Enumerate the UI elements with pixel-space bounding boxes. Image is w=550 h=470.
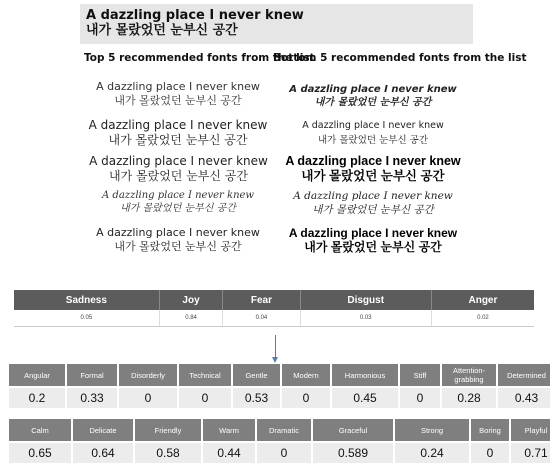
bottom-font-sample-2[interactable] bbox=[283, 118, 463, 148]
attribute-value: 0 bbox=[257, 443, 311, 463]
attribute-value: 0.2 bbox=[9, 388, 65, 408]
attribute-header-row bbox=[9, 419, 550, 441]
bottom-font-sample-1[interactable] bbox=[283, 83, 463, 109]
attribute-value: 0 bbox=[179, 388, 231, 408]
sample-korean: 내가 몰랐었던 눈부신 공간 bbox=[108, 133, 248, 147]
bottom-font-sample-3[interactable] bbox=[278, 154, 468, 184]
sample-english: A dazzling place I never knew bbox=[89, 154, 268, 168]
attribute-value: 0.33 bbox=[67, 388, 117, 408]
attribute-value: 0.65 bbox=[9, 443, 71, 463]
attribute-header: Delicate bbox=[73, 419, 133, 441]
emotion-value: 0.02 bbox=[431, 310, 534, 326]
top-font-sample-1[interactable] bbox=[88, 80, 268, 108]
query-text-box bbox=[80, 4, 473, 44]
attribute-value: 0 bbox=[282, 388, 330, 408]
attribute-value: 0.24 bbox=[395, 443, 469, 463]
attribute-value-row bbox=[9, 443, 550, 463]
attribute-header: Boring bbox=[471, 419, 509, 441]
attribute-header: Warm bbox=[203, 419, 255, 441]
connector-arrow-line bbox=[275, 335, 276, 359]
sample-english: A dazzling place I never knew bbox=[96, 80, 260, 93]
sample-english: A dazzling place I never knew bbox=[293, 190, 453, 202]
sample-korean: 내가 몰랐었던 눈부신 공간 bbox=[109, 169, 248, 183]
attribute-header: Dramatic bbox=[257, 419, 311, 441]
sample-korean: 내가 몰랐었던 눈부신 공간 bbox=[120, 203, 236, 214]
top-font-sample-2[interactable] bbox=[88, 118, 268, 148]
emotion-table bbox=[14, 290, 534, 327]
attribute-header: Technical bbox=[179, 364, 231, 386]
emotion-header: Fear bbox=[223, 290, 300, 310]
attribute-value: 0.28 bbox=[442, 388, 496, 408]
sample-korean: 내가 몰랐었던 눈부신 공간 bbox=[314, 97, 432, 108]
attribute-header: Playful bbox=[511, 419, 550, 441]
attribute-value: 0.64 bbox=[73, 443, 133, 463]
attribute-value: 0 bbox=[119, 388, 177, 408]
top-font-sample-3[interactable] bbox=[86, 154, 271, 184]
attribute-header: Angular bbox=[9, 364, 65, 386]
attribute-table-2 bbox=[7, 417, 550, 465]
top-font-sample-4[interactable] bbox=[92, 189, 264, 215]
sample-english: A dazzling place I never knew bbox=[288, 226, 458, 240]
attribute-header: Disorderly bbox=[119, 364, 177, 386]
sample-english: A dazzling place I never knew bbox=[302, 120, 444, 131]
attribute-header: Harmonious bbox=[332, 364, 398, 386]
attribute-value: 0.71 bbox=[511, 443, 550, 463]
bottom-font-sample-5[interactable] bbox=[278, 226, 468, 254]
attribute-value: 0.45 bbox=[332, 388, 398, 408]
sample-english: A dazzling place I never knew bbox=[102, 190, 254, 201]
top-font-sample-5[interactable] bbox=[88, 226, 268, 254]
query-english: A dazzling place I never knew bbox=[86, 8, 304, 23]
emotion-value: 0.05 bbox=[14, 310, 159, 326]
attribute-value: 0 bbox=[400, 388, 440, 408]
sample-korean: 내가 몰랐었던 눈부신 공간 bbox=[301, 169, 445, 183]
attribute-header-row bbox=[9, 364, 550, 386]
emotion-header-row bbox=[14, 290, 534, 310]
emotion-header: Sadness bbox=[14, 290, 159, 310]
emotion-header: Anger bbox=[431, 290, 534, 310]
attribute-header: Graceful bbox=[313, 419, 393, 441]
attribute-header: Determined bbox=[498, 364, 550, 386]
attribute-header: Gentle bbox=[233, 364, 280, 386]
sample-korean: 내가 몰랐었던 눈부신 공간 bbox=[312, 203, 434, 216]
query-korean: 내가 몰랐었던 눈부신 공간 bbox=[86, 23, 238, 38]
attribute-header: Formal bbox=[67, 364, 117, 386]
bottom-font-sample-4[interactable] bbox=[283, 190, 463, 217]
attribute-header: Attention- grabbing bbox=[442, 364, 496, 386]
attribute-value: 0.44 bbox=[203, 443, 255, 463]
emotion-value: 0.04 bbox=[223, 310, 300, 326]
attribute-value: 0.589 bbox=[313, 443, 393, 463]
sample-korean: 내가 몰랐었던 눈부신 공간 bbox=[114, 94, 242, 107]
attribute-header: Strong bbox=[395, 419, 469, 441]
attribute-table-1 bbox=[7, 362, 550, 410]
attribute-header: Friendly bbox=[135, 419, 201, 441]
attribute-header: Stiff bbox=[400, 364, 440, 386]
attribute-value: 0.53 bbox=[233, 388, 280, 408]
sample-korean: 내가 몰랐었던 눈부신 공간 bbox=[317, 135, 428, 146]
emotion-header: Joy bbox=[159, 290, 223, 310]
sample-english: A dazzling place I never knew bbox=[285, 154, 461, 168]
emotion-value: 0.84 bbox=[159, 310, 223, 326]
sample-korean: 내가 몰랐었던 눈부신 공간 bbox=[304, 240, 442, 254]
sample-korean: 내가 몰랐었던 눈부신 공간 bbox=[114, 240, 242, 253]
attribute-value: 0 bbox=[471, 443, 509, 463]
sample-english: A dazzling place I never knew bbox=[88, 118, 268, 132]
emotion-header: Disgust bbox=[300, 290, 431, 310]
attribute-value: 0.43 bbox=[498, 388, 550, 408]
emotion-value-row bbox=[14, 310, 534, 326]
bottom-fonts-title: Bottom 5 recommended fonts from the list bbox=[273, 52, 527, 64]
emotion-value: 0.03 bbox=[300, 310, 431, 326]
top-fonts-title: Top 5 recommended fonts from the list bbox=[84, 52, 315, 64]
attribute-value: 0.58 bbox=[135, 443, 201, 463]
sample-english: A dazzling place I never knew bbox=[96, 226, 260, 239]
attribute-header: Calm bbox=[9, 419, 71, 441]
attribute-header: Modern bbox=[282, 364, 330, 386]
sample-english: A dazzling place I never knew bbox=[289, 84, 457, 95]
attribute-value-row bbox=[9, 388, 550, 408]
